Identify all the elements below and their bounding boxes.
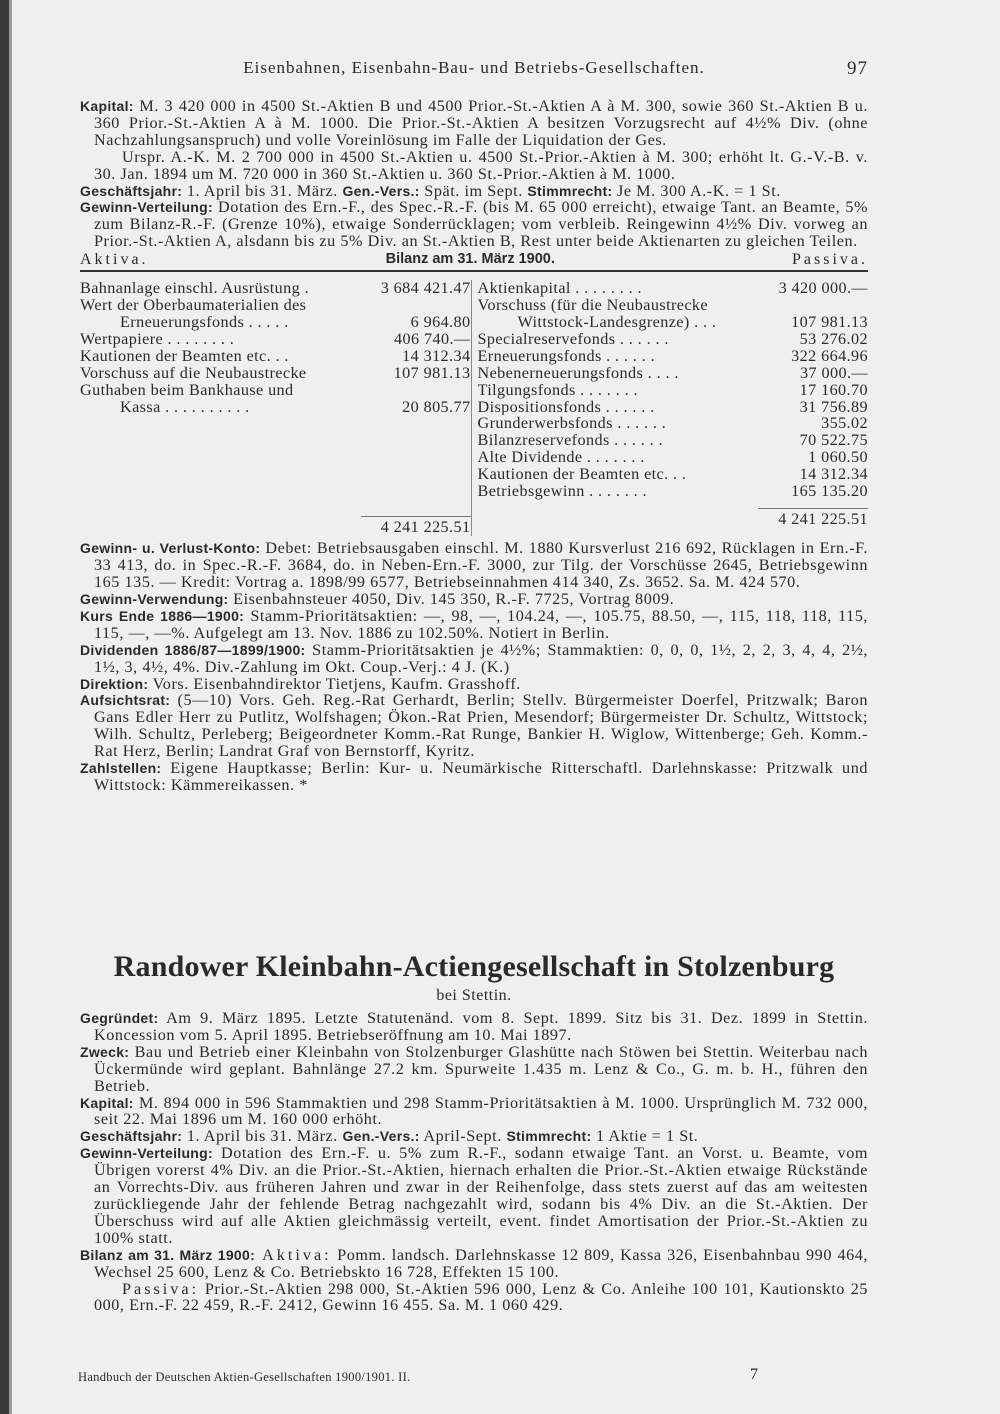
- section-label: Aufsichtsrat:: [80, 692, 171, 709]
- section-paragraph: [80, 1247, 868, 1281]
- section-paragraph: [80, 183, 868, 200]
- section-text: Am 9. März 1895. Letzte Statutenänd. vom 8. Sept. 1899. Sitz bis 31. Dez. 1899 in Stettin. Koncession vom 5. April 1895. Betriebseröffnung am 10. Mai 1897.: [94, 1009, 868, 1044]
- section-label: Direktion:: [80, 675, 149, 692]
- section-spaced-label: Passiva:: [122, 1279, 200, 1298]
- section-paragraph: [80, 199, 868, 250]
- balance-row-label: Tilgungsfonds . . . . . . .: [477, 381, 638, 399]
- section-label: Gen.-Vers.:: [342, 1128, 420, 1145]
- balance-row: [478, 314, 869, 331]
- balance-row-label: Wertpapiere . . . . . . . .: [80, 330, 235, 348]
- balance-row-value: 31 756.89: [799, 398, 868, 416]
- balance-row-value: 53 276.02: [799, 330, 868, 348]
- signature-mark: 7: [750, 1366, 759, 1383]
- balance-row-value: [377, 297, 471, 314]
- section-text: Dotation des Ern.-F., des Spec.-R.-F. (bis M. 65 000 erreicht), etwaige Tant. an Beamte, 5% zum Bilanz-R.-F. (Grenze 10%), etwaige Sonderrücklagen; vom verbleib. Reingewinn 4½% Div. vorweg an Prior.-St.-Aktien A, alsdann bis zu 5% Div. an St.-Aktien B, Rest unter beide Aktienarten zu gleichen Teilen.: [94, 198, 868, 251]
- section-text: Vors. Eisenbahndirektor Tietjens, Kaufm. Grasshoff.: [148, 674, 521, 693]
- balance-row-value: 3 420 000.—: [778, 280, 868, 298]
- section-text: Dotation des Ern.-F. u. 5% zum R.-F., sodann etwaige Tant. an Vorst. u. Beamte, vom Übrigen vorerst 4% Div. an die Prior.-St.-Aktien, hiernach erhalten die Prior.-St.-Aktien etwaige Rückstände an Vorrechts-Div. aus früheren Jahren und zwar in der Reihenfolge, dass stets zuerst auf das am weitesten zurückliegende Jahr der fehlende Betrag nachgezahlt wird, sodann bis 4% Div. an die St.-Aktien. Der Überschuss wird auf alle Aktien gleichmässig verteilt, event. findet Amortisation der Prior.-St.-Aktien zu 100% statt.: [94, 1144, 868, 1247]
- section-paragraph: [80, 149, 868, 183]
- section-text: Urspr. A.-K. M. 2 700 000 in 4500 St.-Aktien u. 4500 St.-Prior.-Aktien à M. 300; erhöht lt. G.-V.-B. v. 30. Jan. 1894 um M. 720 000 in 360 St.-Aktien u. 360 St.-Prior.-Aktien à M. 1000.: [94, 147, 868, 183]
- balance-row-label: Vorschuss (für die Neubaustrecke: [477, 297, 709, 314]
- section-paragraph: [80, 676, 868, 693]
- company-title: Randower Kleinbahn-Actiengesellschaft in Stolzenburg: [113, 950, 835, 983]
- section-text: (5—10) Vors. Geh. Reg.-Rat Gerhardt, Berlin; Stellv. Bürgermeister Doerfel, Pritzwalk; Baron Gans Edler Herr zu Putlitz, Wolfshagen; Ökon.-Rat Prien, Mesendorf; Bürgermeister Dr. Schultz, Wittstock; Wilh. Schultz, Perleberg; Beigeordneter Komm.-Rat Runge, Bankier H. Wiglow, Wittenberge; Geh. Komm.-Rat Herz, Berlin; Landrat Graf von Bernstorff, Kyritz.: [94, 691, 868, 761]
- balance-row: [80, 331, 471, 348]
- balance-row-label: Wert der Oberbaumaterialien des: [80, 297, 307, 314]
- running-header: [80, 58, 868, 78]
- section-paragraph: [80, 1281, 868, 1315]
- balance-row-value: 107 981.13: [791, 313, 868, 331]
- section-paragraph: [80, 642, 868, 676]
- section-paragraph: [80, 591, 868, 608]
- balance-row: [80, 382, 471, 399]
- section-text: Bau und Betrieb einer Kleinbahn von Stolzenburger Glashütte nach Stöwen bei Stettin. Weiterbau nach Ückermünde wird geplant. Bahnlänge 27.2 km. Spurweite 1.435 m. Lenz & Co., G. m. b. H., führen den Betrieb.: [94, 1042, 868, 1095]
- footer: [78, 1366, 778, 1385]
- balance-row: [478, 331, 869, 348]
- balance-row-label: Nebenerneuerungsfonds . . . .: [477, 364, 679, 382]
- section-text: Spät. im Sept.: [419, 181, 528, 200]
- section-paragraph: [80, 540, 868, 591]
- first-entry: [80, 98, 868, 794]
- section-paragraph: [80, 1128, 868, 1145]
- balance-row: [80, 314, 471, 331]
- section-text: Debet: Betriebsausgaben einschl. M. 1880 Kursverlust 216 692, Rücklagen in Ern.-F. 33 413, do. in Spec.-R.-F. 3684, do. in Neben-Ern.-F. 3000, zur Tilg. der Vorschüsse 2645, Betriebsgewinn 165 135. — Kredit: Vortrag a. 1898/99 6577, Betriebseinnahmen 414 340, Zs. 3652. Sa. M. 424 570.: [94, 539, 868, 592]
- section-text: 1. April bis 31. März.: [182, 181, 343, 200]
- balance-row: [478, 297, 869, 314]
- company-subtitle: bei Stettin.: [436, 987, 512, 1004]
- balance-row-label: Kautionen der Beamten etc. . .: [80, 347, 289, 365]
- balance-row-label: Dispositionsfonds . . . . . .: [477, 398, 655, 416]
- balance-row-label: Bahnanlage einschl. Ausrüstung .: [80, 280, 310, 298]
- section-paragraph: [80, 1010, 868, 1044]
- section-label: Gewinn-Verteilung:: [80, 1145, 213, 1162]
- aktiva-total: 4 241 225.51: [361, 516, 471, 536]
- aktiva-column: [80, 280, 471, 536]
- section-paragraph: [80, 1095, 868, 1129]
- balance-row: [478, 415, 869, 432]
- balance-row: [80, 348, 471, 365]
- section-text: M. 894 000 in 596 Stammaktien und 298 Stamm-Prioritätsaktien à M. 1000. Ursprünglich M. 732 000, seit 22. Mai 1896 um M. 160 000 erhöht.: [94, 1093, 868, 1129]
- footer-text: Handbuch der Deutschen Aktien-Gesellschaften 1900/1901. II.: [78, 1370, 411, 1384]
- balance-row-label: Vorschuss auf die Neubaustrecke: [80, 364, 307, 382]
- header-title: Eisenbahnen, Eisenbahn-Bau- und Betriebs-Gesellschaften.: [243, 58, 705, 77]
- balance-row: [478, 449, 869, 466]
- balance-row: [478, 466, 869, 483]
- balance-row-value: 165 135.20: [791, 483, 868, 500]
- balance-row-label: Kautionen der Beamten etc. . .: [477, 466, 687, 484]
- section-paragraph: [80, 98, 868, 149]
- section-label: Zahlstellen:: [80, 760, 162, 777]
- balance-row-value: 322 664.96: [791, 347, 868, 365]
- section-text: Eigene Hauptkasse; Berlin: Kur- u. Neumärkische Ritterschaftl. Darlehnskasse: Pritzwalk und Wittstock: Kämmereikassen. *: [94, 759, 868, 794]
- aktiva-label: Aktiva.: [80, 251, 149, 269]
- balance-row-label: Bilanzreservefonds . . . . . .: [477, 432, 664, 450]
- balance-row-value: 37 000.—: [800, 364, 868, 382]
- section-label: Gegründet:: [80, 1010, 159, 1026]
- page-number: 97: [847, 58, 868, 79]
- balance-row-value: 3 684 421.47: [380, 280, 471, 298]
- balance-row-label: Erneuerungsfonds . . . . . .: [477, 347, 656, 365]
- section-paragraph: [80, 1145, 868, 1246]
- second-entry-sections: [80, 1010, 868, 1314]
- section-label: Kapital:: [80, 1094, 134, 1111]
- section-label: Gewinn-Verteilung:: [80, 199, 213, 216]
- balance-row: [80, 280, 471, 297]
- passiva-total: 4 241 225.51: [758, 508, 868, 528]
- balance-row: [478, 382, 869, 399]
- balance-row-value: 6 964.80: [410, 313, 471, 331]
- balance-row-label: Grunderwerbsfonds . . . . . .: [477, 415, 667, 433]
- balance-row: [80, 365, 471, 382]
- balance-row-value: 1 060.50: [808, 449, 868, 467]
- balance-row-label: Wittstock-Landesgrenze) . . .: [517, 313, 717, 331]
- section-label: Stimmrecht:: [506, 1128, 592, 1145]
- section-label: Zweck:: [80, 1043, 130, 1060]
- first-entry-sections: [80, 98, 868, 250]
- balance-header: [80, 251, 868, 272]
- balance-row-value: [774, 297, 868, 314]
- section-label: Dividenden 1886/87—1899/1900:: [80, 641, 306, 658]
- balance-row: [80, 399, 471, 416]
- section-text: Stamm-Prioritätsaktien je 4½%; Stammaktien: 0, 0, 0, 1½, 2, 2, 3, 4, 4, 2½, 1½, 3, 4½, 4%. Div.-Zahlung im Okt. Coup.-Verj.: 4 J. (K.): [94, 640, 869, 676]
- balance-row-value: 406 740.—: [394, 330, 471, 348]
- section-spaced-label: Aktiva:: [255, 1245, 332, 1264]
- section-paragraph: [80, 1044, 868, 1095]
- section-paragraph: [80, 692, 868, 760]
- balance-row-value: 70 522.75: [799, 432, 868, 450]
- balance-sheet: [80, 280, 868, 536]
- section-label: Gen.-Vers.:: [342, 182, 420, 199]
- section-text: Pomm. landsch. Darlehnskasse 12 809, Kassa 326, Eisenbahnbau 990 464, Wechsel 25 600, Lenz & Co. Betriebskto 16 728, Effekten 15 100.: [94, 1245, 868, 1281]
- section-paragraph: [80, 760, 868, 794]
- balance-row: [478, 280, 869, 297]
- balance-row-label: Kassa . . . . . . . . . .: [120, 398, 250, 416]
- balance-row-value: [377, 382, 471, 399]
- balance-row-label: Betriebsgewinn . . . . . . .: [477, 483, 647, 500]
- balance-row-value: 14 312.34: [402, 347, 471, 365]
- section-label: Stimmrecht:: [527, 182, 613, 199]
- balance-row: [478, 365, 869, 382]
- balance-row-label: Specialreservefonds . . . . . .: [477, 330, 669, 348]
- section-text: 1. April bis 31. März.: [182, 1127, 343, 1146]
- section-label: Gewinn- u. Verlust-Konto:: [80, 540, 261, 557]
- section-text: M. 3 420 000 in 4500 St.-Aktien B und 4500 Prior.-St.-Aktien A à M. 300, sowie 360 St.-Aktien B u. 360 Prior.-St.-Aktien A à M. 1000. Die Prior.-St.-Aktien A besitzen Vorzugsrecht auf 4½% Div. (ohne Nachzahlungsanspruch) und volle Voreinlösung im Falle der Liquidation der Ges.: [94, 97, 868, 149]
- section-label: Geschäftsjahr:: [80, 1128, 183, 1145]
- section-text: Prior.-St.-Aktien 298 000, St.-Aktien 596 000, Lenz & Co. Anleihe 100 101, Kautionskto 25 000, Ern.-F. 22 459, R.-F. 2412, Gewinn 16 455. Sa. M. 1 060 429.: [94, 1279, 868, 1315]
- balance-row: [478, 432, 869, 449]
- balance-row: [478, 399, 869, 416]
- section-paragraph: [80, 608, 868, 642]
- section-label: Bilanz am 31. März 1900:: [80, 1246, 256, 1263]
- balance-row-value: 20 805.77: [402, 398, 471, 416]
- section-text: 1 Aktie = 1 St.: [591, 1127, 699, 1146]
- balance-row: [80, 297, 471, 314]
- scan-edge-shadow: [9, 0, 12, 1414]
- balance-row-label: Alte Dividende . . . . . . .: [477, 449, 645, 467]
- section-text: April-Sept.: [419, 1127, 507, 1146]
- balance-row-value: 355.02: [821, 415, 868, 433]
- section-text: Je M. 300 A.-K. = 1 St.: [612, 181, 781, 200]
- section-label: Geschäftsjahr:: [80, 182, 183, 199]
- passiva-label: Passiva.: [791, 251, 868, 269]
- balance-row-label: Guthaben beim Bankhause und: [80, 381, 294, 399]
- balance-title: Bilanz am 31. März 1900.: [385, 251, 555, 268]
- scan-edge: [0, 0, 9, 1414]
- balance-row-label: Aktienkapital . . . . . . . .: [477, 280, 642, 298]
- section-text: Eisenbahnsteuer 4050, Div. 145 350, R.-F. 7725, Vortrag 8009.: [228, 590, 675, 609]
- section-label: Gewinn-Verwendung:: [80, 591, 229, 608]
- balance-row-label: Erneuerungsfonds . . . . .: [120, 313, 289, 331]
- balance-row: [478, 348, 869, 365]
- balance-row-value: 17 160.70: [799, 381, 868, 399]
- section-label: Kurs Ende 1886—1900:: [80, 607, 245, 624]
- balance-row-value: 14 312.34: [799, 466, 868, 484]
- balance-row-value: 107 981.13: [393, 364, 471, 382]
- balance-row: [478, 483, 869, 500]
- section-text: Stamm-Prioritätsaktien: —, 98, —, 104.24, —, 105.75, 88.50, —, 115, 118, 118, 115, 115, —, —%. Aufgelegt am 13. Nov. 1886 zu 102.50%. Notiert in Berlin.: [94, 606, 869, 642]
- passiva-column: [471, 280, 869, 536]
- section-label: Kapital:: [80, 98, 134, 114]
- first-entry-sections-2: [80, 540, 868, 794]
